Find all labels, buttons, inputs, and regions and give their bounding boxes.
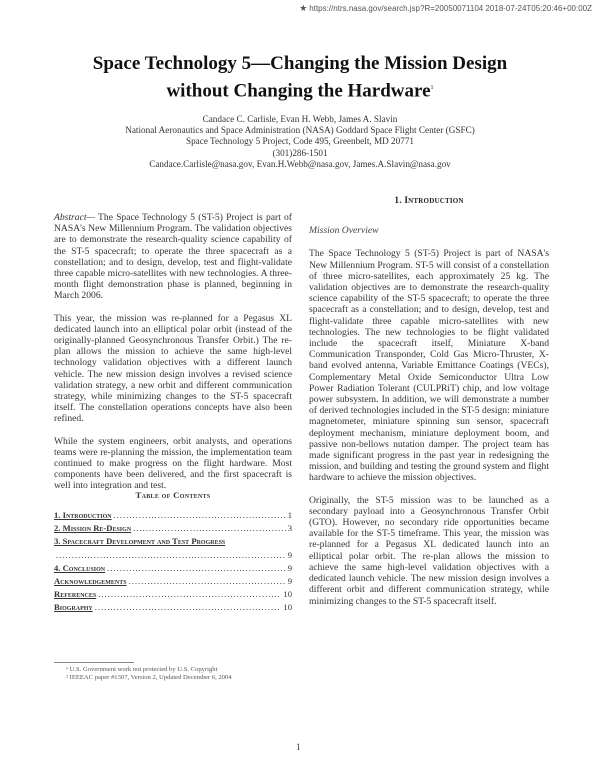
toc-title: Table of Contents: [135, 490, 211, 500]
toc-entry[interactable]: [54, 602, 292, 615]
footnotes: [66, 662, 296, 683]
toc-entry-label: Acknowledgements: [54, 575, 127, 586]
toc-entry-page: 9: [287, 575, 292, 586]
abstract-paragraph: [54, 212, 292, 302]
toc-leader: [129, 576, 286, 586]
toc-entry[interactable]: [54, 576, 292, 589]
table-of-contents: [54, 490, 292, 616]
toc-entry-label: 2. Mission Re-Design: [54, 523, 132, 534]
toc-entry-continuation[interactable]: [54, 550, 292, 563]
toc-entry-label: 4. Conclusion: [54, 562, 106, 573]
star-icon: ★: [299, 3, 308, 13]
author-address: Space Technology 5 Project, Code 495, Greenbelt, MD 20771: [185, 136, 415, 147]
introduction-paragraph-1: The Space Technology 5 (ST-5) Project is part of NASA's New Millennium Program. ST-5 will consist of a constellation of three micro-satellites, each approximately 25 kg. The validation objectives are to demonstrate the research-quality science capability of the ST-5 spacecraft; to operate the three spacecraft as a constellation; and to design, develop, test and flight-validate three capable micro-satellites with new technologies. The new technologies to be flight validated include the spacecraft itself, Miniature X-band Communication Transponder, Cold Gas Micro-Thruster, X-band evolved antenna, Variable Emittance Coatings (VECs), Complementary Metal Oxide Semiconductor Ultra Low Power Radiation Tolerant (CULPRiT) chip, and low voltage power subsystem. In addition, we will demonstrate a number of derived technologies included in the ST-5 design: miniature magnetometer, miniature spinning sun sensor, spacecraft deployment mechanism, miniature deployment boom, and passive non-bellows nutation damper. The project team has made significant progress in the past year in redesigning the mission, and building and testing the ground system and flight hardware to achieve the mission objectives.: [309, 248, 549, 484]
toc-leader: [95, 602, 282, 612]
title-line-2-text: without Changing the Hardware: [166, 80, 431, 102]
toc-entry-page: 9: [287, 562, 292, 573]
toc-leader: [107, 563, 286, 573]
section-heading-introduction: 1. Introduction: [394, 196, 464, 206]
subsection-heading-mission-overview: Mission Overview: [309, 225, 379, 237]
toc-entry[interactable]: [54, 510, 292, 523]
toc-entry[interactable]: [54, 563, 292, 576]
toc-entry-label: 1. Introduction: [54, 510, 112, 520]
toc-entry-label: 3. Spacecraft Development and Test Progress: [54, 536, 226, 547]
toc-entry[interactable]: [54, 523, 292, 536]
abstract-paragraph-3: While the system engineers, orbit analysts, and operations teams were re-planning the mission, the implementation team continued to make progress on the flight hardware. Most components have been delivered, and the first spacecraft is well into integration and test.: [54, 435, 292, 492]
toc-entry-page: 10: [283, 589, 292, 600]
footnote-1: ¹ U.S. Government work not protected by U.S. Copyright: [66, 666, 218, 673]
title-footnote-marker: 1: [430, 85, 434, 91]
left-column: [54, 212, 292, 503]
toc-entry-label: Biography: [54, 602, 93, 613]
toc-entry-page: 9: [287, 549, 292, 560]
author-emails: Candace.Carlisle@nasa.gov, Evan.H.Webb@nasa.gov, James.A.Slavin@nasa.gov: [149, 158, 451, 169]
author-names: Candace C. Carlisle, Evan H. Webb, James A. Slavin: [202, 114, 398, 124]
title-line-2: [40, 76, 560, 103]
toc-entry-label: References: [54, 589, 97, 600]
toc-entry-page: 10: [283, 602, 292, 613]
toc-entry-page: 1: [287, 510, 292, 520]
ntrs-url-text: https://ntrs.nasa.gov/search.jsp?R=20050071104 2018-07-24T05:20:46+00:00Z: [309, 4, 592, 13]
introduction-paragraph-2: Originally, the ST-5 mission was to be launched as a secondary payload into a Geosynchronous Transfer Orbit (GTO). However, no secondary ride opportunities became available for the ST-5 timeframe. This year, the mission was re-planned for a Pegasus XL dedicated launch into an elliptical polar orbit. The re-plan allows the mission to achieve the same high-level validation objectives with a dedicated launch vehicle. The new mission design involves a different orbit and different communication strategy, while minimizing changes to the ST-5 spacecraft itself.: [309, 494, 549, 607]
abstract-paragraph-2: This year, the mission was re-planned for a Pegasus XL dedicated launch into an elliptical polar orbit (instead of the originally-planned Geosynchronous Transfer Orbit.) The re-plan allows the mission to achieve the same high-level technology validation objectives with a different launch vehicle. The new mission design involves a revised science validation strategy, a new orbit and different communication strategy, while minimizing changes to the ST-5 spacecraft itself. The constellation operations concepts have also been refined.: [54, 312, 292, 425]
ntrs-url-stamp: [299, 3, 592, 14]
footnote-2: ² IEEEAC paper #1307, Version 2, Updated December 6, 2004: [66, 674, 232, 682]
toc-entry-page: 3: [287, 523, 292, 534]
title-line-1: Space Technology 5—Changing the Mission Design: [92, 53, 508, 74]
toc-entry[interactable]: [54, 536, 292, 549]
toc-entry[interactable]: [54, 589, 292, 602]
paper-title: [40, 52, 560, 103]
toc-leader: [114, 510, 286, 520]
right-column: [309, 196, 549, 618]
toc-leader: [133, 523, 286, 533]
toc-leader: [98, 589, 281, 599]
author-affiliation: National Aeronautics and Space Administration (NASA) Goddard Space Flight Center (GSFC): [125, 125, 475, 136]
abstract-label: Abstract—: [54, 212, 96, 223]
abstract-text: The Space Technology 5 (ST-5) Project is part of NASA's New Millennium Program. The validation objectives are to demonstrate the research-quality science capability of the ST-5 spacecraft; to operate the three spacecraft as a constellation; and to design, develop, test and flight-validate three capable micro-satellites with new technologies. A three-month flight demonstration phase is planned, beginning in March 2006.: [54, 212, 292, 302]
page-number: 1: [296, 742, 301, 752]
author-block: [60, 114, 540, 170]
footnote-rule: [54, 662, 134, 663]
toc-leader: [56, 550, 286, 560]
author-phone: (301)286-1501: [272, 147, 328, 158]
